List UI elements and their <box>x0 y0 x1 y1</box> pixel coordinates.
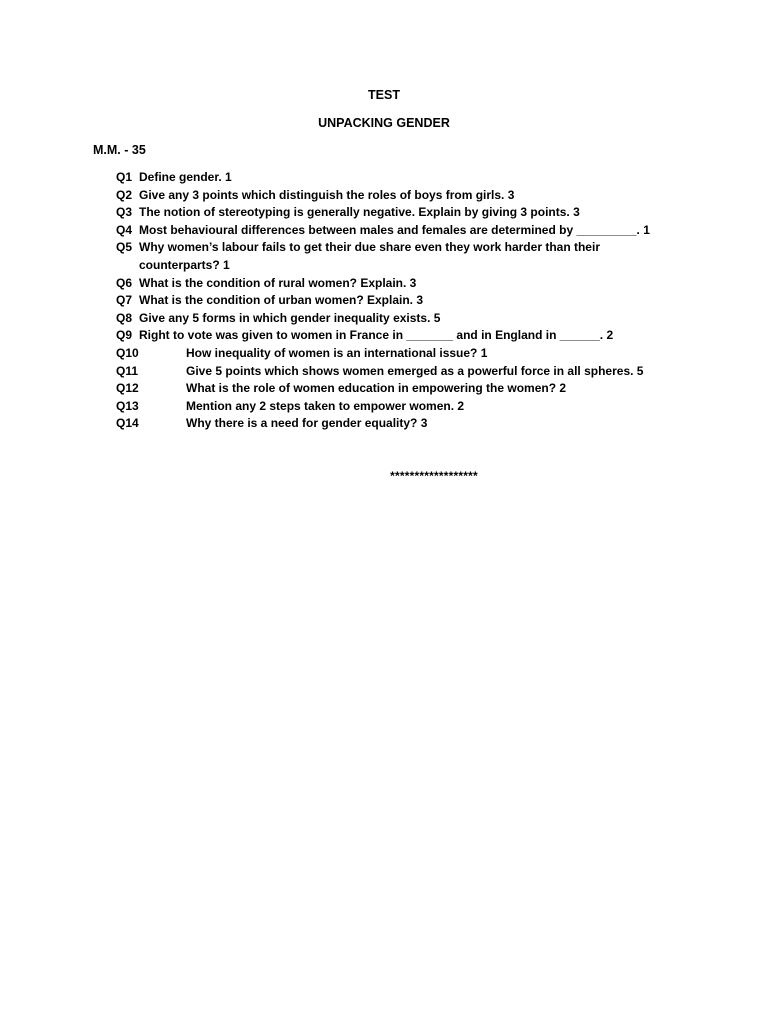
question-number: Q11 <box>116 363 139 378</box>
question-item <box>116 415 736 433</box>
question-item <box>116 345 736 363</box>
question-text: The notion of stereotyping is generally negative. Explain by giving 3 points. 3 <box>139 205 580 220</box>
question-text: Why there is a need for gender equality? 3 <box>186 416 428 431</box>
question-text: Right to vote was given to women in France in _______ and in England in ______. 2 <box>139 328 614 343</box>
question-number: Q1 <box>116 170 133 184</box>
question-item <box>116 222 736 240</box>
question-item <box>116 327 736 345</box>
question-text: How inequality of women is an international issue? 1 <box>186 345 488 360</box>
question-item <box>116 380 736 398</box>
question-text: Give 5 points which shows women emerged as a powerful force in all spheres. 5 <box>186 363 644 378</box>
question-list <box>116 169 736 433</box>
question-number: Q14 <box>116 416 139 431</box>
question-number: Q4 <box>116 222 133 237</box>
question-text: What is the role of women education in empowering the women? 2 <box>186 381 567 396</box>
question-number: Q5 <box>116 240 133 255</box>
question-text: Give any 5 forms in which gender inequality exists. 5 <box>139 310 441 325</box>
max-marks: M.M. - 35 <box>93 143 146 157</box>
question-item <box>116 398 736 416</box>
end-of-test-stars: ****************** <box>390 469 478 483</box>
question-number: Q3 <box>116 205 133 220</box>
question-text: Most behavioural differences between males and females are determined by _________. 1 <box>139 222 650 237</box>
test-subtitle: UNPACKING GENDER <box>318 116 450 130</box>
question-item <box>116 239 736 274</box>
question-item <box>116 169 736 187</box>
question-item <box>116 275 736 293</box>
question-number: Q9 <box>116 328 133 343</box>
question-number: Q10 <box>116 345 139 360</box>
question-item <box>116 292 736 310</box>
question-text: What is the condition of urban women? Explain. 3 <box>139 293 424 308</box>
question-number: Q6 <box>116 275 133 290</box>
question-number: Q2 <box>116 187 133 202</box>
question-text: Define gender. 1 <box>139 170 232 184</box>
question-number: Q13 <box>116 398 139 413</box>
question-text: Why women’s labour fails to get their due share even they work harder than their counterparts? 1 <box>139 240 600 272</box>
question-number: Q12 <box>116 381 139 396</box>
question-item <box>116 187 736 205</box>
question-item <box>116 310 736 328</box>
question-text: What is the condition of rural women? Explain. 3 <box>139 275 417 290</box>
question-item <box>116 204 736 222</box>
test-title: TEST <box>368 88 400 102</box>
question-number: Q8 <box>116 310 133 325</box>
question-text: Mention any 2 steps taken to empower women. 2 <box>186 398 465 413</box>
question-item <box>116 363 736 381</box>
question-text: Give any 3 points which distinguish the roles of boys from girls. 3 <box>139 187 515 202</box>
question-number: Q7 <box>116 293 133 308</box>
